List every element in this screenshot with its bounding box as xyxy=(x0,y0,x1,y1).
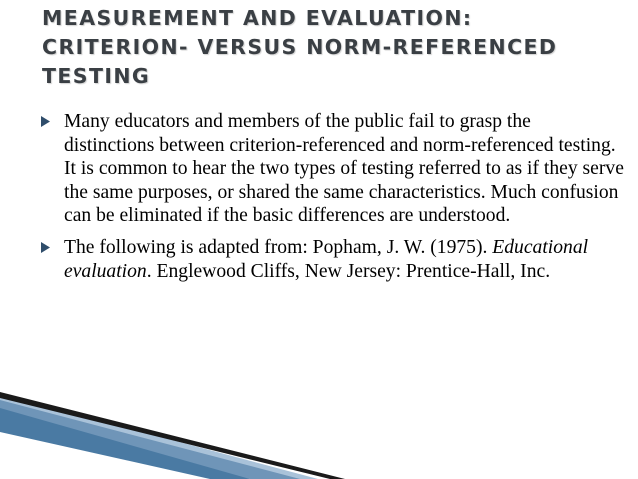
citation-title: Educational evaluation xyxy=(64,236,589,282)
title-line-3: TESTING xyxy=(42,64,151,88)
bullet-text-suffix: . Englewood Cliffs, New Jersey: Prentice-Hall, Inc. xyxy=(146,260,551,282)
bullet-text: Many educators and members of the public fail to grasp the distinctions between criterion-referenced and norm-referenced testing. It is common to hear the two types of testing referred to as if they serve the same purposes, or shared the same characteristics. Much confusion can be eliminated if the basic differences are understood. xyxy=(64,111,624,227)
bullet-text-prefix: The following is adapted from: Popham, J. W. (1975). xyxy=(64,236,493,258)
title-line-2: CRITERION- VERSUS NORM-REFERENCED xyxy=(42,35,558,59)
title-line-1: MEASUREMENT AND EVALUATION: xyxy=(42,6,473,30)
triangle-right-icon xyxy=(41,110,50,127)
bullet-item xyxy=(40,236,626,283)
triangle-right-icon xyxy=(41,236,50,253)
slide-title xyxy=(42,4,622,91)
bottom-decoration xyxy=(0,372,638,479)
bullet-list xyxy=(40,110,626,291)
bullet-item xyxy=(40,110,626,228)
